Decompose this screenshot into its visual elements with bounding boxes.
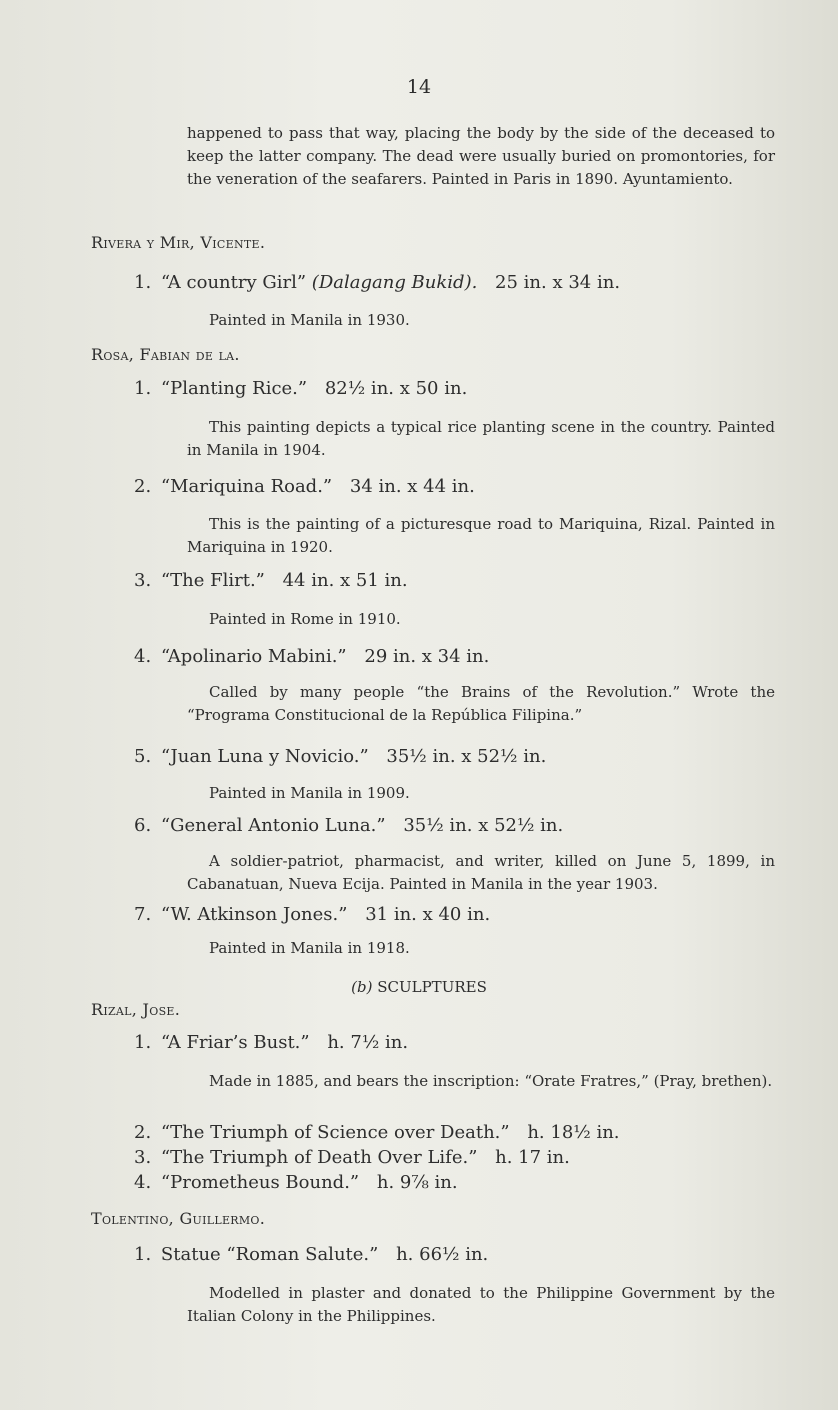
item-description: Painted in Manila in 1918. [209,939,410,957]
catalog-item: 1. Statue “Roman Salute.” h. 66½ in. [134,1244,489,1265]
item-description: Painted in Manila in 1930. [209,311,410,329]
artist-heading-rivera: Rivera y Mir, Vicente. [91,233,266,252]
artist-heading-tolentino: Tolentino, Guillermo. [91,1209,266,1228]
artist-heading-rosa: Rosa, Fabian de la. [91,345,240,364]
item-description: Painted in Manila in 1909. [209,784,410,802]
catalog-item: 5. “Juan Luna y Novicio.” 35½ in. x 52½ in. [134,746,547,767]
item-description: This painting depicts a typical rice planting scene in the country. Painted in Manila in 1904. [187,418,775,459]
catalog-item: 1. “A country Girl” (Dalagang Bukid). 25 in. x 34 in. [134,272,621,293]
intro-paragraph: happened to pass that way, placing the body by the side of the deceased to keep the latter company. The dead were usually buried on promontories, for the veneration of the seafarers. Painted in Paris in 1890. Ayuntamiento. [187,124,775,188]
catalog-item: 3. “The Triumph of Death Over Life.” h. 17 in. [134,1147,570,1168]
catalog-item: 2. “Mariquina Road.” 34 in. x 44 in. [134,476,475,497]
catalog-item: 7. “W. Atkinson Jones.” 31 in. x 40 in. [134,904,491,925]
section-heading-sculptures: (b) SCULPTURES [351,978,487,996]
item-description: Called by many people “the Brains of the Revolution.” Wrote the “Programa Constitucional de la República Filipina.” [187,683,775,724]
item-description: A soldier-patriot, pharmacist, and writer, killed on June 5, 1899, in Cabanatuan, Nueva Ecija. Painted in Manila in the year 1903. [187,852,775,893]
catalog-item: 3. “The Flirt.” 44 in. x 51 in. [134,570,408,591]
catalog-item: 1. “Planting Rice.” 82½ in. x 50 in. [134,378,468,399]
catalog-item: 4. “Prometheus Bound.” h. 9⅞ in. [134,1172,458,1193]
catalog-item: 1. “A Friar’s Bust.” h. 7½ in. [134,1032,409,1053]
catalog-item: 6. “General Antonio Luna.” 35½ in. x 52½ in. [134,815,564,836]
catalog-item: 4. “Apolinario Mabini.” 29 in. x 34 in. [134,646,490,667]
artist-heading-rizal: Rizal, Jose. [91,1000,181,1019]
item-description: This is the painting of a picturesque road to Mariquina, Rizal. Painted in Mariquina in 1920. [187,515,775,556]
item-description: Made in 1885, and bears the inscription: “Orate Fratres,” (Pray, brethen). [209,1072,773,1090]
catalog-item: 2. “The Triumph of Science over Death.” h. 18½ in. [134,1122,620,1143]
item-description: Modelled in plaster and donated to the Philippine Government by the Italian Colony in the Philippines. [187,1284,775,1325]
page-number: 14 [406,76,432,98]
item-description: Painted in Rome in 1910. [209,610,401,628]
